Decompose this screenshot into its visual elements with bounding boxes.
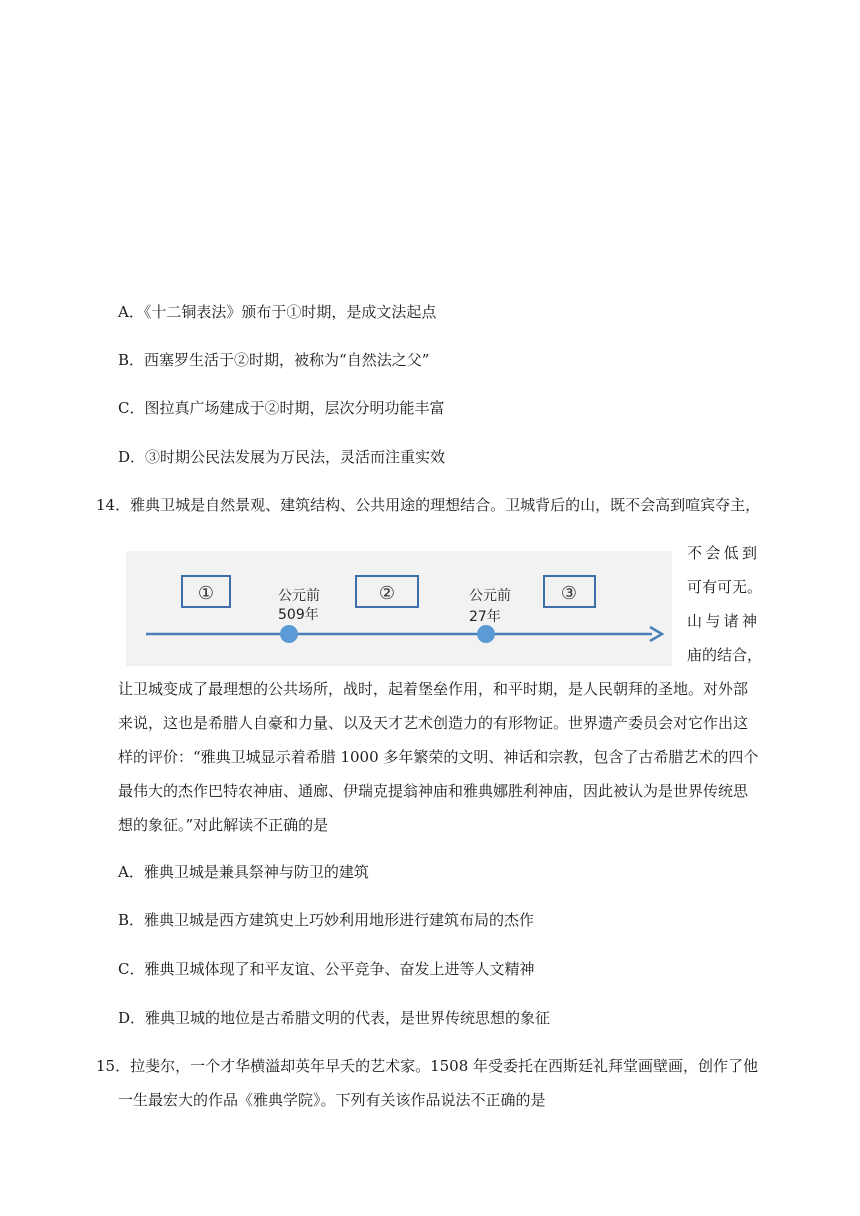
q13-option-a: A．《十二铜表法》颁布于①时期，是成文法起点 <box>118 303 437 321</box>
period-label-2: ② <box>378 583 396 604</box>
event-1-line-2: 509年 <box>278 607 319 623</box>
q14-option-b: B．雅典卫城是西方建筑史上巧妙利用地形进行建筑布局的杰作 <box>118 911 535 929</box>
q14-body-line-4: 最伟大的杰作巴特农神庙、通廊、伊瑞克提翁神庙和雅典娜胜利神庙，因此被认为是世界传统思 <box>118 782 749 800</box>
period-label-1: ① <box>197 583 215 604</box>
period-label-3: ③ <box>560 583 578 604</box>
q14-option-d: D．雅典卫城的地位是古希腊文明的代表，是世界传统思想的象征 <box>118 1009 551 1027</box>
event-2-line-2: 27年 <box>469 609 501 625</box>
q13-option-c: C．图拉真广场建成于②时期，层次分明功能丰富 <box>118 399 445 417</box>
event-1-dot <box>280 625 298 643</box>
q14-side-line-3: 山与诸神 <box>687 612 757 630</box>
q14-side-line-4: 庙的结合， <box>687 646 763 664</box>
timeline-svg <box>126 551 672 666</box>
q14-side-line-2: 可有可无。 <box>687 578 763 596</box>
q14-body-line-1: 让卫城变成了最理想的公共场所，战时，起着堡垒作用，和平时期，是人民朝拜的圣地。对外部 <box>118 680 749 698</box>
timeline-background <box>126 551 672 666</box>
timeline-figure <box>126 551 672 666</box>
q15-stem-line-2: 一生最宏大的作品《雅典学院》。下列有关该作品说法不正确的是 <box>118 1091 546 1109</box>
q14-body-line-2: 来说，这也是希腊人自豪和力量、以及天才艺术创造力的有形物证。世界遗产委员会对它作出这 <box>118 714 749 732</box>
q14-option-c: C．雅典卫城体现了和平友谊、公平竞争、奋发上进等人文精神 <box>118 960 535 978</box>
q13-option-d: D．③时期公民法发展为万民法，灵活而注重实效 <box>118 448 446 466</box>
q15-stem-line-1: 15．拉斐尔，一个才华横溢却英年早夭的艺术家。1508 年受委托在西斯廷礼拜堂画壁画，创作了他 <box>96 1057 759 1075</box>
q14-side-line-1: 不会低到 <box>687 544 757 562</box>
q14-stem-line-1: 14．雅典卫城是自然景观、建筑结构、公共用途的理想结合。卫城背后的山，既不会高到喧宾夺主， <box>96 496 761 514</box>
q13-option-b: B．西塞罗生活于②时期，被称为“自然法之父” <box>118 351 430 369</box>
q14-body-line-5: 想的象征。”对此解读不正确的是 <box>118 816 329 834</box>
event-2-dot <box>477 625 495 643</box>
q14-option-a: A．雅典卫城是兼具祭神与防卫的建筑 <box>118 863 369 881</box>
event-1-line-1: 公元前 <box>278 588 320 604</box>
q14-body-line-3: 样的评价：“雅典卫城显示着希腊 1000 多年繁荣的文明、神话和宗教，包含了古希腊艺术的四个 <box>118 748 759 766</box>
event-2-line-1: 公元前 <box>469 588 511 604</box>
